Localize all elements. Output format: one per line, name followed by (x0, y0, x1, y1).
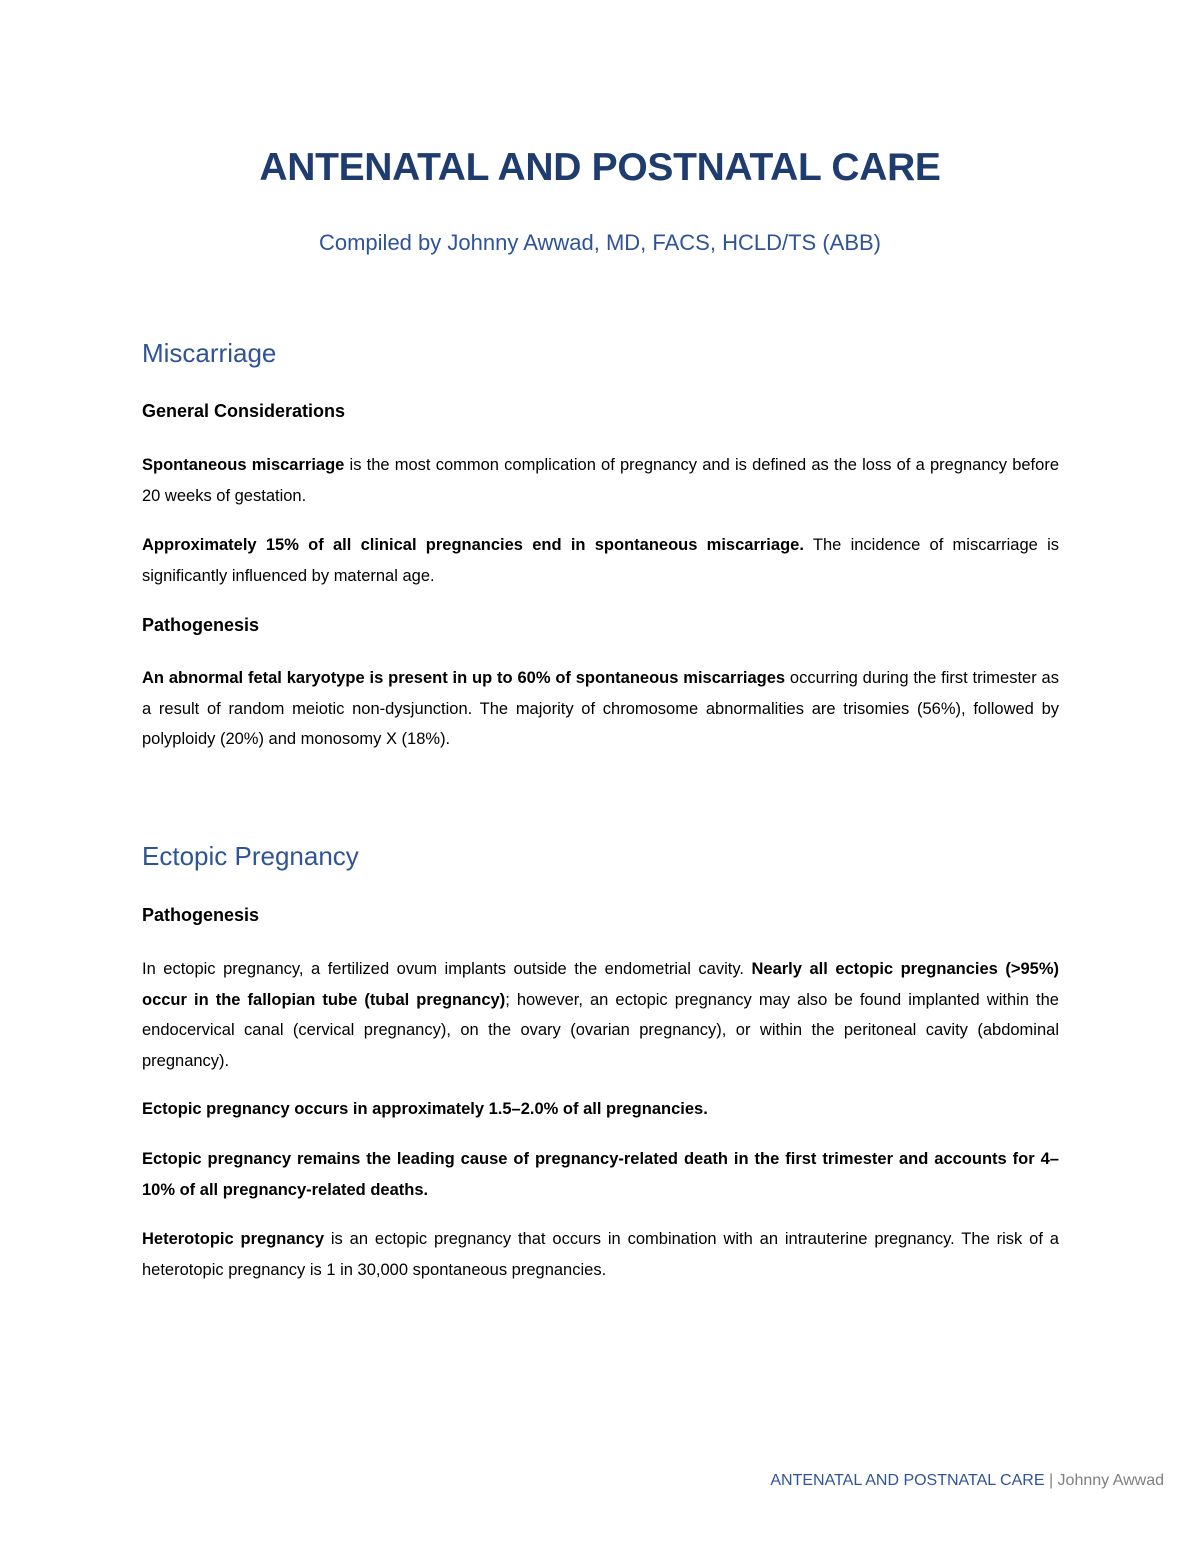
paragraph-text: occurring during the first trimester as a result of random meiotic non-dysjunction. The majority of chromosome abnormalities are trisomies (56%), followed by polyploidy (20%) and monosomy X (18%). (142, 669, 1059, 748)
paragraph-text: The incidence of miscarriage is significantly influenced by maternal age. (142, 536, 1059, 585)
paragraph-text: is an ectopic pregnancy that occurs in combination with an intrauterine pregnancy. The risk of a heterotopic pregnancy is 1 in 30,000 spontaneous pregnancies. (142, 1230, 1059, 1279)
footer-separator: | (1044, 1472, 1058, 1489)
subheading-pathogenesis-miscarriage: Pathogenesis (142, 615, 260, 635)
paragraph-ectopic-implantation (142, 954, 1059, 1076)
page-footer (770, 1472, 1164, 1490)
bold-term: Approximately 15% of all clinical pregnancies end in spontaneous miscarriage. (142, 536, 804, 554)
paragraph-miscarriage-karyotype (142, 663, 1059, 755)
paragraph-text: ; however, an ectopic pregnancy may also be found implanted within the endocervical canal (cervical pregnancy), on the ovary (ovarian pregnancy), or within the peritoneal cavity (abdominal pregnancy). (142, 990, 1059, 1070)
subheading-general-considerations: General Considerations (142, 401, 346, 421)
footer-author: Johnny Awwad (1057, 1472, 1164, 1489)
paragraph-text: In ectopic pregnancy, a fertilized ovum implants outside the endometrial cavity. (142, 960, 752, 978)
paragraph-text: is the most common complication of pregnancy and is defined as the loss of a pregnancy before 20 weeks of gestation. (142, 456, 1059, 505)
paragraph-miscarriage-definition (142, 450, 1059, 511)
document-title: ANTENATAL AND POSTNATAL CARE (259, 146, 941, 189)
footer-title: ANTENATAL AND POSTNATAL CARE (770, 1472, 1045, 1489)
paragraph-ectopic-incidence (142, 1094, 1059, 1125)
bold-term: Heterotopic pregnancy (142, 1230, 324, 1248)
bold-term: Ectopic pregnancy occurs in approximately 1.5–2.0% of all pregnancies. (142, 1100, 708, 1118)
section-heading-miscarriage: Miscarriage (142, 338, 277, 368)
paragraph-heterotopic (142, 1224, 1059, 1285)
bold-term: An abnormal fetal karyotype is present in up to 60% of spontaneous miscarriages (142, 669, 786, 687)
paragraph-ectopic-mortality (142, 1144, 1059, 1205)
bold-term: Nearly all ectopic pregnancies (>95%) occur in the fallopian tube (tubal pregnancy) (142, 960, 1059, 1009)
bold-term: Spontaneous miscarriage (142, 456, 345, 474)
section-heading-ectopic: Ectopic Pregnancy (142, 841, 359, 871)
bold-term: Ectopic pregnancy remains the leading cause of pregnancy-related death in the first trimester and accounts for 4–10% of all pregnancy-related deaths. (142, 1150, 1059, 1199)
document-subtitle: Compiled by Johnny Awwad, MD, FACS, HCLD/TS (ABB) (318, 230, 881, 255)
paragraph-miscarriage-incidence (142, 530, 1059, 591)
subheading-pathogenesis-ectopic: Pathogenesis (142, 905, 260, 925)
